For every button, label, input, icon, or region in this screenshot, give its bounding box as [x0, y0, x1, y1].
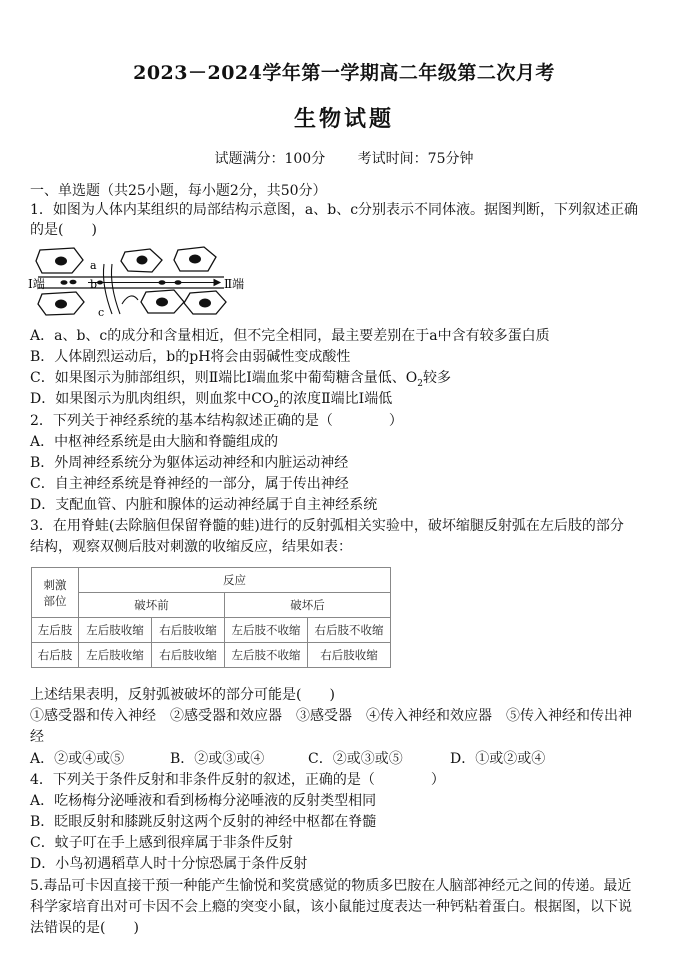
- q3-option-c: C．②或③或⑤: [308, 751, 403, 767]
- q3-conclusion: 上述结果表明，反射弧被破坏的部分可能是( ): [30, 687, 335, 703]
- table-cell: 左后肢不收缩: [225, 643, 308, 668]
- q1-option-c: C．如果图示为肺部组织，则Ⅱ端比Ⅰ端血浆中葡萄糖含量低、$O_2$较多: [30, 370, 451, 389]
- section-heading: 一、单选题（共25小题，每小题2分，共50分）: [30, 183, 327, 199]
- q4-stem: 4．下列关于条件反射和非条件反射的叙述，正确的是（ ）: [30, 772, 445, 788]
- response-table: [31, 567, 391, 668]
- nucleus: [189, 255, 201, 264]
- end-one-label: Ⅰ端: [28, 277, 45, 291]
- q3-option-b: B．②或③或④: [170, 751, 265, 767]
- q4-option-d: D．小鸟初遇稻草人时十分惊恐属于条件反射: [30, 856, 308, 872]
- table-row: [32, 643, 391, 668]
- table-cell: 左后肢: [32, 618, 79, 643]
- nucleus: [156, 298, 168, 307]
- q1-option-d: D．如果图示为肌肉组织，则血浆中$CO_2$的浓度Ⅱ端比Ⅰ端低: [30, 391, 393, 410]
- nucleus: [55, 300, 67, 309]
- label-a: a: [90, 259, 97, 272]
- blood-cell: [70, 280, 77, 285]
- q2-option-c: C．自主神经系统是脊神经的一部分，属于传出神经: [30, 476, 349, 492]
- q4-option-b: B．眨眼反射和膝跳反射这两个反射的神经中枢都在脊髓: [30, 814, 377, 830]
- nucleus: [137, 256, 148, 265]
- q1-option-b: B．人体剧烈运动后，b的pH将会由弱碱性变成酸性: [30, 349, 351, 365]
- subject-title: 生物试题: [293, 106, 394, 132]
- q3-option-d: D．①或②或④: [450, 751, 546, 767]
- label-c: c: [98, 306, 105, 319]
- table-cell: 左后肢收缩: [79, 618, 152, 643]
- table-cell: 右后肢收缩: [152, 643, 225, 668]
- exam-title: 2023－2024学年第一学期高二年级第二次月考: [133, 62, 555, 84]
- tissue-diagram-svg: [28, 244, 268, 320]
- table-header-after: 破坏后: [225, 593, 391, 618]
- q2-option-a: A．中枢神经系统是由大脑和脊髓组成的: [30, 434, 279, 450]
- table-row: [32, 618, 391, 643]
- table-header-before: 破坏前: [79, 593, 225, 618]
- full-score: 试题满分：100分: [214, 151, 326, 167]
- label-b: b: [90, 278, 98, 291]
- table-header-stimulus: 刺激 部位: [32, 568, 79, 618]
- end-two-label: Ⅱ端: [224, 277, 245, 291]
- exam-time: 考试时间：75分钟: [357, 151, 474, 167]
- q1-stem-line2: 的是( ): [30, 222, 97, 238]
- table-cell: 右后肢不收缩: [308, 618, 391, 643]
- q4-option-c: C．蚊子叮在手上感到很痒属于非条件反射: [30, 835, 293, 851]
- lymph-vessel: [103, 264, 112, 314]
- nucleus: [199, 299, 211, 308]
- table-cell: 左后肢不收缩: [225, 618, 308, 643]
- table-cell: 右后肢: [32, 643, 79, 668]
- q1-stem-line1: 1．如图为人体内某组织的局部结构示意图，a、b、c分别表示不同体液。据图判断，下列叙述正确: [30, 202, 639, 218]
- q2-option-b: B．外周神经系统分为躯体运动神经和内脏运动神经: [30, 455, 349, 471]
- fluid-arrow: [122, 296, 138, 304]
- q5-line2: 科学家培育出对可卡因不会上瘾的突变小鼠，该小鼠能过度表达一种钙粘着蛋白。根据图，以下说: [30, 899, 632, 915]
- q3-stem-line2: 结构，观察双侧后肢对刺激的收缩反应，结果如表：: [30, 539, 352, 555]
- q4-option-a: A．吃杨梅分泌唾液和看到杨梅分泌唾液的反射类型相同: [30, 793, 377, 809]
- q5-line3: 法错误的是( ): [30, 920, 139, 936]
- exam-meta: [0, 148, 688, 168]
- q3-stem-line1: 3．在用脊蛙(去除脑但保留脊髓的蛙)进行的反射弧相关实验中，破坏缩腿反射弧在左后肢的部分: [30, 518, 624, 534]
- lymph-vessel: [111, 264, 120, 314]
- tissue-diagram: [28, 244, 268, 324]
- q2-option-d: D．支配血管、内脏和腺体的运动神经属于自主神经系统: [30, 497, 378, 513]
- q5-line1: 5.毒品可卡因直接干预一种能产生愉悦和奖赏感觉的物质多巴胺在人脑部神经元之间的传递。最近: [30, 878, 632, 894]
- q1-option-a: A．a、b、c的成分和含量相近，但不完全相同，最主要差别在于a中含有较多蛋白质: [30, 328, 550, 344]
- flow-arrowhead: [214, 280, 220, 286]
- q3-option-a: A．②或④或⑤: [30, 751, 125, 767]
- q3-items-line2: 经: [30, 729, 44, 745]
- table-cell: 左后肢收缩: [79, 643, 152, 668]
- q2-stem: 2．下列关于神经系统的基本结构叙述正确的是（ ）: [30, 413, 403, 429]
- nucleus: [55, 257, 67, 266]
- table-cell: 右后肢收缩: [152, 618, 225, 643]
- table-header-reaction: 反应: [79, 568, 391, 593]
- blood-cell: [61, 280, 68, 285]
- q3-items-line1: ①感受器和传入神经 ②感受器和效应器 ③感受器 ④传入神经和效应器 ⑤传入神经和传出神: [30, 708, 632, 724]
- table-cell: 右后肢收缩: [308, 643, 391, 668]
